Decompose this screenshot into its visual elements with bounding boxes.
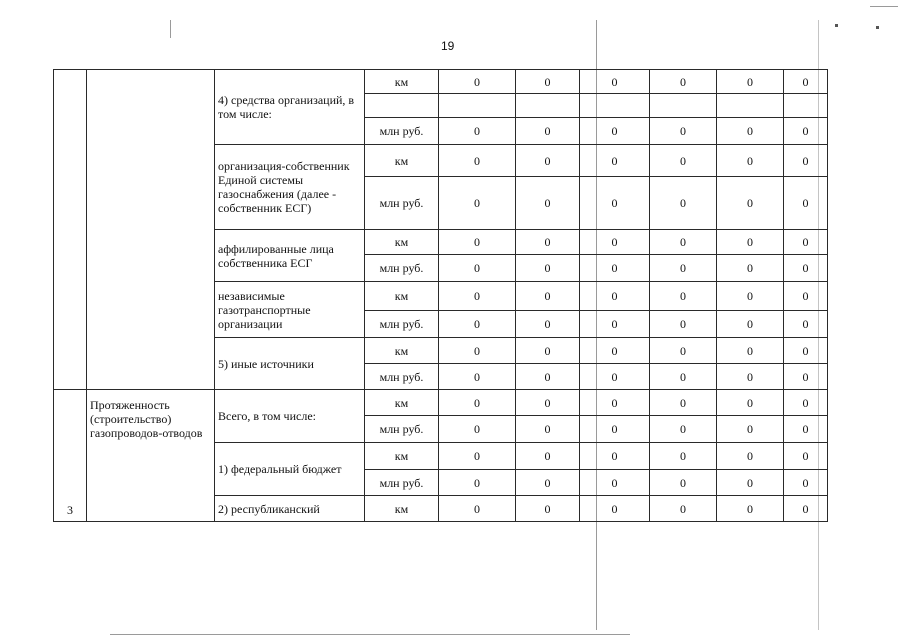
value-cell: 0	[784, 118, 828, 145]
scan-line-artifact	[870, 6, 898, 7]
value-cell: 0	[516, 338, 580, 364]
value-cell: 0	[439, 118, 516, 145]
value-cell: 0	[580, 338, 650, 364]
value-cell: 0	[439, 311, 516, 338]
funding-source-cell: независимые газотранспортные организации	[215, 282, 365, 338]
funding-source-cell: организация-собственник Единой системы газоснабжения (далее - собственник ЕСГ)	[215, 145, 365, 230]
value-cell: 0	[784, 338, 828, 364]
unit-cell	[365, 94, 439, 118]
funding-source-cell: Всего, в том числе:	[215, 390, 365, 443]
value-cell: 0	[784, 390, 828, 416]
unit-cell: км	[365, 390, 439, 416]
value-cell: 0	[439, 282, 516, 311]
value-cell: 0	[650, 70, 717, 94]
value-cell: 0	[717, 70, 784, 94]
value-cell: 0	[650, 496, 717, 522]
value-cell: 0	[580, 311, 650, 338]
unit-cell: км	[365, 282, 439, 311]
funding-table	[53, 69, 828, 522]
scan-line-artifact	[170, 20, 171, 38]
value-cell: 0	[580, 255, 650, 282]
value-cell: 0	[717, 118, 784, 145]
value-cell: 0	[784, 255, 828, 282]
value-cell: 0	[580, 230, 650, 255]
value-cell: 0	[784, 470, 828, 496]
unit-cell: млн руб.	[365, 416, 439, 443]
value-cell: 0	[516, 470, 580, 496]
value-cell: 0	[784, 282, 828, 311]
value-cell: 0	[784, 145, 828, 177]
scan-line-artifact	[110, 634, 630, 635]
value-cell: 0	[650, 416, 717, 443]
value-cell: 0	[717, 364, 784, 390]
value-cell: 0	[784, 70, 828, 94]
value-cell: 0	[516, 118, 580, 145]
value-cell: 0	[717, 390, 784, 416]
funding-source-cell: аффилированные лица собственника ЕСГ	[215, 230, 365, 282]
value-cell: 0	[439, 145, 516, 177]
value-cell: 0	[717, 311, 784, 338]
scan-mark-artifact	[876, 26, 879, 29]
value-cell: 0	[580, 416, 650, 443]
value-cell: 0	[516, 255, 580, 282]
unit-cell: млн руб.	[365, 311, 439, 338]
value-cell: 0	[439, 416, 516, 443]
value-cell: 0	[650, 311, 717, 338]
value-cell: 0	[580, 118, 650, 145]
value-cell: 0	[439, 177, 516, 230]
value-cell: 0	[784, 443, 828, 470]
unit-cell: млн руб.	[365, 177, 439, 230]
value-cell: 0	[580, 70, 650, 94]
value-cell: 0	[784, 496, 828, 522]
value-cell: 0	[516, 416, 580, 443]
value-cell: 0	[784, 364, 828, 390]
value-cell	[439, 94, 516, 118]
unit-cell: км	[365, 70, 439, 94]
value-cell: 0	[580, 145, 650, 177]
value-cell: 0	[717, 416, 784, 443]
value-cell: 0	[516, 364, 580, 390]
value-cell: 0	[784, 416, 828, 443]
unit-cell: км	[365, 338, 439, 364]
row-number-cell: 3	[54, 390, 87, 522]
unit-cell: млн руб.	[365, 364, 439, 390]
value-cell: 0	[650, 282, 717, 311]
row-number-cell	[54, 70, 87, 390]
value-cell: 0	[580, 496, 650, 522]
value-cell: 0	[717, 443, 784, 470]
funding-source-cell: 5) иные источники	[215, 338, 365, 390]
table-row	[54, 390, 828, 416]
value-cell: 0	[439, 230, 516, 255]
scan-mark-artifact	[835, 24, 838, 27]
value-cell: 0	[439, 255, 516, 282]
value-cell	[717, 94, 784, 118]
value-cell: 0	[784, 230, 828, 255]
value-cell: 0	[516, 390, 580, 416]
value-cell: 0	[717, 470, 784, 496]
unit-cell: млн руб.	[365, 255, 439, 282]
value-cell: 0	[439, 470, 516, 496]
indicator-cell: Протяженность (строительство) газопроводов-отводов	[87, 390, 215, 522]
value-cell: 0	[717, 282, 784, 311]
table-row	[54, 70, 828, 94]
value-cell: 0	[580, 364, 650, 390]
value-cell: 0	[516, 496, 580, 522]
value-cell: 0	[580, 443, 650, 470]
value-cell: 0	[439, 443, 516, 470]
page-number: 19	[441, 39, 455, 53]
unit-cell: км	[365, 145, 439, 177]
value-cell: 0	[516, 145, 580, 177]
value-cell: 0	[439, 70, 516, 94]
unit-cell: млн руб.	[365, 470, 439, 496]
unit-cell: км	[365, 443, 439, 470]
value-cell: 0	[717, 496, 784, 522]
value-cell: 0	[784, 311, 828, 338]
funding-source-cell: 2) республиканский	[215, 496, 365, 522]
value-cell: 0	[580, 470, 650, 496]
value-cell: 0	[580, 282, 650, 311]
value-cell: 0	[516, 70, 580, 94]
value-cell: 0	[439, 390, 516, 416]
value-cell: 0	[717, 255, 784, 282]
value-cell: 0	[717, 338, 784, 364]
unit-cell: млн руб.	[365, 118, 439, 145]
value-cell	[516, 94, 580, 118]
value-cell: 0	[439, 364, 516, 390]
value-cell: 0	[580, 390, 650, 416]
indicator-cell	[87, 70, 215, 390]
value-cell: 0	[650, 255, 717, 282]
value-cell: 0	[650, 470, 717, 496]
value-cell: 0	[650, 118, 717, 145]
value-cell: 0	[784, 177, 828, 230]
funding-source-cell: 1) федеральный бюджет	[215, 443, 365, 496]
value-cell: 0	[516, 311, 580, 338]
value-cell: 0	[650, 338, 717, 364]
value-cell: 0	[650, 364, 717, 390]
value-cell: 0	[516, 282, 580, 311]
value-cell: 0	[439, 338, 516, 364]
value-cell: 0	[650, 230, 717, 255]
value-cell: 0	[516, 230, 580, 255]
funding-source-cell: 4) средства организаций, в том числе:	[215, 70, 365, 145]
value-cell: 0	[580, 177, 650, 230]
value-cell: 0	[650, 390, 717, 416]
value-cell: 0	[717, 145, 784, 177]
unit-cell: км	[365, 496, 439, 522]
value-cell: 0	[717, 177, 784, 230]
value-cell	[650, 94, 717, 118]
value-cell: 0	[516, 177, 580, 230]
value-cell	[580, 94, 650, 118]
value-cell: 0	[650, 177, 717, 230]
value-cell: 0	[717, 230, 784, 255]
value-cell: 0	[650, 443, 717, 470]
value-cell: 0	[650, 145, 717, 177]
unit-cell: км	[365, 230, 439, 255]
value-cell	[784, 94, 828, 118]
value-cell: 0	[516, 443, 580, 470]
value-cell: 0	[439, 496, 516, 522]
